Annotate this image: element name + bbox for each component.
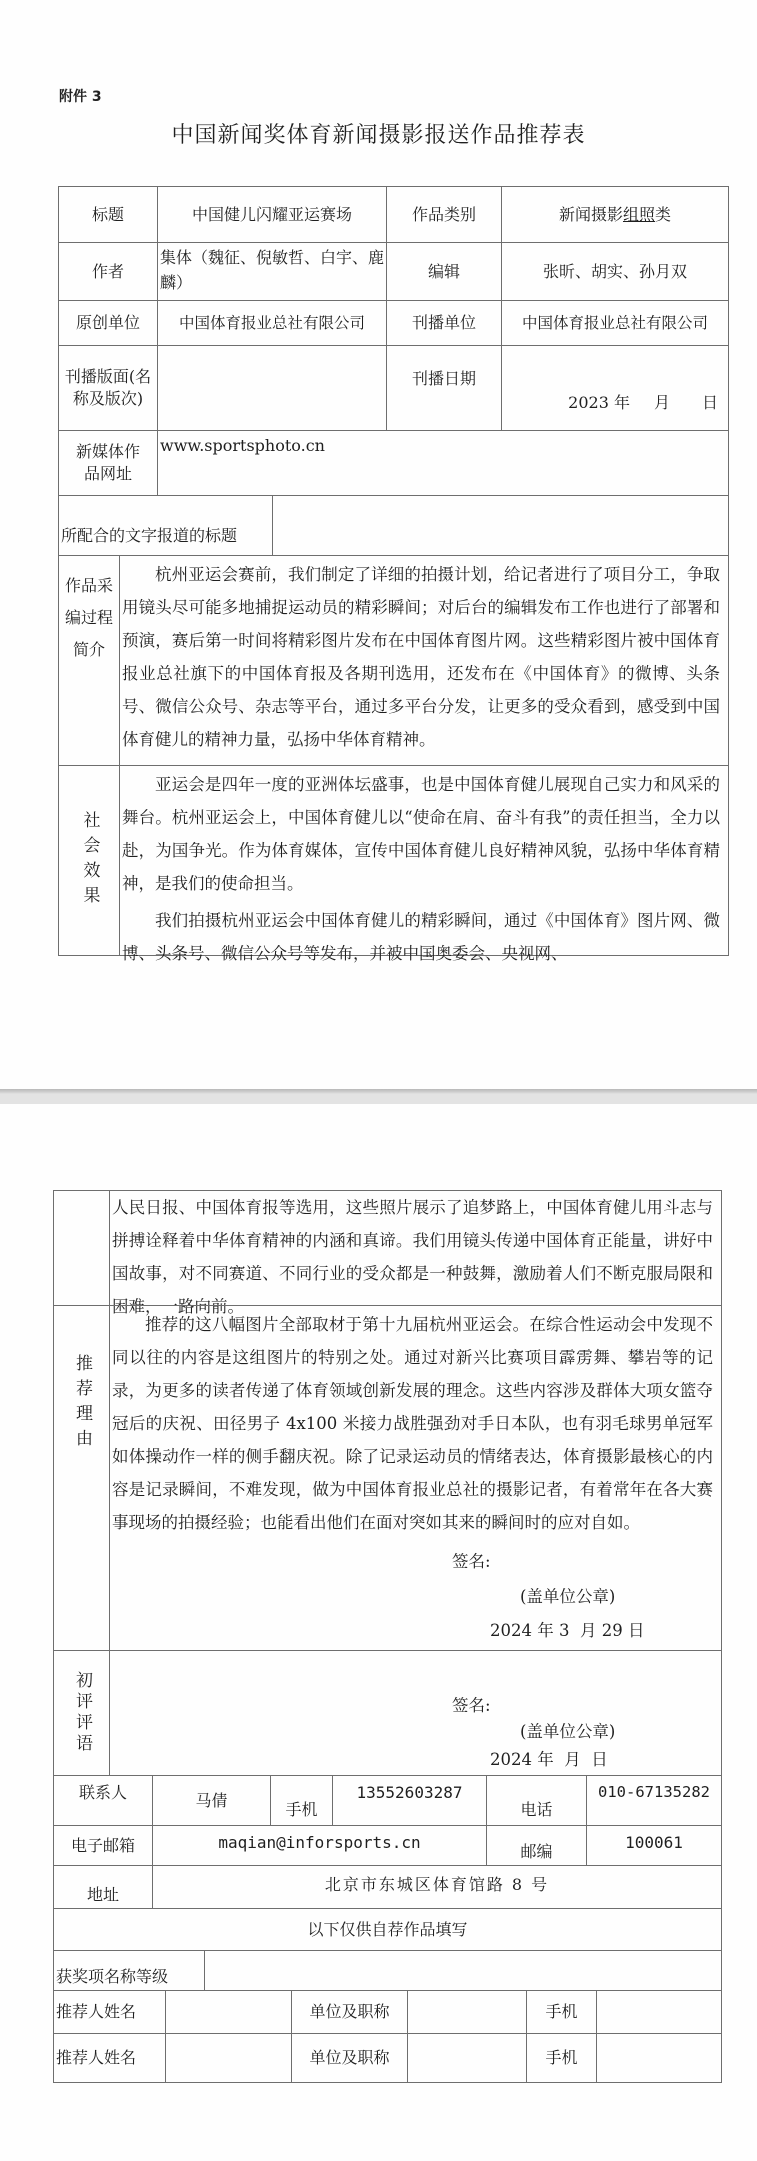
title-label-cell	[58, 186, 158, 243]
title-value: 中国健儿闪耀亚运赛场	[191, 204, 352, 224]
review-text-cell[interactable]	[109, 1650, 722, 1776]
recommender-1-name-label-cell	[53, 1990, 166, 2034]
review-label-cell	[53, 1650, 110, 1776]
category-label: 作品类别	[411, 204, 476, 224]
social-effect-continued-label-cell	[53, 1190, 110, 1306]
social-effect-continued-cell	[109, 1190, 722, 1316]
publish-date-label: 刊播日期	[411, 369, 476, 388]
mobile-value-cell[interactable]	[332, 1775, 487, 1826]
publish-date-year: 2023 年	[568, 393, 630, 413]
recommend-text: 推荐的这八幅图片全部取材于第十九届杭州亚运会。在综合性运动会中发现不同以往的内容是这组图片的特别之处。通过对新兴比赛项目霹雳舞、攀岩等的记录，为更多的读者传递了体育领域创新发展的理念。这些内容涉及群体大项女篮夺冠后的庆祝、田径男子 4x100 米接力战胜强劲对手日本队，也有羽毛球男单冠军如体操动作一样的侧手翻庆祝。除了记录运动员的情绪表达，体育摄影最核心的内容是记录瞬间，不难发现，做为中国体育报业总社的摄影记者，有着常年在各大赛事现场的拍摄经验；也能看出他们在面对突如其来的瞬间时的应对自如。	[112, 1315, 713, 1532]
new-media-label: 新媒体作品网址	[75, 442, 140, 483]
social-effect-label: 社会效果	[79, 810, 100, 911]
publish-unit-value: 中国体育报业总社有限公司	[521, 313, 708, 332]
recommender-name-label: 推荐人姓名	[56, 2002, 137, 2022]
process-text-cell	[119, 555, 729, 766]
contact-value: 马倩	[195, 1790, 228, 1810]
email-value-cell[interactable]	[152, 1825, 487, 1866]
review-date: 2024 年 月 日	[490, 1750, 608, 1769]
recommender-2-name-label-cell	[53, 2033, 166, 2083]
phone-value: 010-67135282	[598, 1783, 710, 1801]
publish-unit-value-cell[interactable]	[501, 300, 729, 346]
process-text: 杭州亚运会赛前，我们制定了详细的拍摄计划，给记者进行了项目分工，争取用镜头尽可能多地捕捉运动员的精彩瞬间；对后台的编辑发布工作也进行了部署和预演，赛后第一时间将精彩图片发布在中国体育图片网。这些精彩图片被中国体育报业总社旗下的中国体育报及各期刊选用，还发布在《中国体育》的微博、头条号、微信公众号、杂志等平台，通过多平台分发，让更多的受众看到，感受到中国体育健儿的精神力量，弘扬中华体育精神。	[122, 565, 720, 749]
author-label-cell	[58, 242, 158, 301]
recommend-label: 推荐理由	[71, 1354, 92, 1454]
editor-label: 编辑	[427, 261, 460, 281]
social-effect-continued-text: 人民日报、中国体育报等选用，这些照片展示了追梦路上，中国体育健儿用斗志与拼搏诠释着中华体育精神的内涵和真谛。我们用镜头传递中国体育正能量，讲好中国故事，对不同赛道、不同行业的受众都是一种鼓舞，激励着人们不断克服局限和困难，一路向前。	[112, 1198, 713, 1316]
recommender-2-mobile-label-cell	[526, 2033, 597, 2083]
editor-label-cell	[386, 242, 502, 301]
email-value[interactable]: maqian@inforsports.cn	[218, 1833, 421, 1852]
publish-page-label-cell	[58, 345, 158, 431]
category-value	[559, 204, 671, 226]
social-effect-paragraph-1: 亚运会是四年一度的亚洲体坛盛事，也是中国体育健儿展现自己实力和风采的舞台。杭州亚运会上，中国体育健儿以“使命在肩、奋斗有我”的责任担当，全力以赴，为国争光。作为体育媒体，宣传中国体育健儿良好精神风貌，弘扬中华体育精神，是我们的使命担当。	[122, 775, 720, 893]
publish-page-label: 刊播版面(名称及版次)	[64, 367, 152, 408]
editor-value: 张昕、胡实、孙月双	[542, 261, 687, 281]
origin-unit-label-cell	[58, 300, 158, 346]
recommend-text-cell	[109, 1305, 722, 1651]
origin-unit-label: 原创单位	[75, 313, 140, 333]
recommender-1-name-value-cell[interactable]	[165, 1990, 292, 2034]
social-effect-text-cell	[119, 765, 729, 963]
address-value-cell[interactable]	[152, 1865, 722, 1909]
mobile-label: 手机	[285, 1800, 318, 1820]
postcode-label: 邮编	[520, 1842, 553, 1862]
author-label: 作者	[91, 261, 124, 281]
self-recommend-note-cell	[53, 1908, 722, 1951]
recommender-2-unit-value-cell[interactable]	[407, 2033, 527, 2083]
recommender-name-label: 推荐人姓名	[56, 2048, 137, 2068]
recommender-1-unit-value-cell[interactable]	[407, 1990, 527, 2034]
social-effect-label-cell	[58, 765, 120, 956]
review-signature-label: 签名:	[452, 1696, 491, 1715]
postcode-value: 100061	[625, 1833, 683, 1852]
recommender-unit-label: 单位及职称	[309, 2002, 390, 2022]
publish-unit-label-cell	[386, 300, 502, 346]
recommender-1-mobile-label-cell	[526, 1990, 597, 2034]
process-label-cell	[58, 555, 120, 766]
publish-date-month: 月	[653, 393, 670, 413]
address-label-cell	[53, 1865, 153, 1909]
contact-label-cell	[53, 1775, 153, 1826]
publish-date-value-cell[interactable]	[501, 345, 729, 431]
address-value: 北京市东城区体育馆路 8 号	[324, 1875, 550, 1894]
self-recommend-note: 以下仅供自荐作品填写	[307, 1919, 468, 1939]
new-media-label-cell	[58, 430, 158, 496]
recommend-seal-note: (盖单位公章)	[520, 1587, 616, 1606]
title-value-cell[interactable]	[157, 186, 387, 243]
address-label: 地址	[86, 1885, 119, 1905]
recommender-1-mobile-value-cell[interactable]	[596, 1990, 722, 2034]
new-media-value-cell[interactable]	[157, 430, 729, 496]
attachment-label: 附件 3	[59, 89, 102, 105]
award-label: 获奖项名称等级	[56, 1967, 169, 1987]
title-label: 标题	[91, 204, 124, 224]
category-value-cell[interactable]	[501, 186, 729, 243]
publish-page-value-cell[interactable]	[157, 345, 387, 431]
review-label: 初评评语	[71, 1671, 92, 1755]
recommend-date: 2024 年 3 月 29 日	[490, 1621, 645, 1640]
contact-value-cell[interactable]	[152, 1775, 271, 1826]
recommender-2-mobile-value-cell[interactable]	[596, 2033, 722, 2083]
social-effect-text	[120, 766, 728, 970]
email-label: 电子邮箱	[70, 1835, 135, 1855]
phone-value-cell[interactable]	[586, 1775, 722, 1826]
recommender-1-unit-label-cell	[291, 1990, 408, 2034]
recommender-2-name-value-cell[interactable]	[165, 2033, 292, 2083]
recommender-unit-label: 单位及职称	[309, 2048, 390, 2068]
contact-label: 联系人	[78, 1783, 127, 1802]
postcode-label-cell	[486, 1825, 587, 1866]
category-suffix: 类	[655, 204, 672, 224]
related-text-value-cell[interactable]	[272, 495, 729, 556]
process-label: 作品采编过程简介	[64, 576, 113, 659]
publish-unit-label: 刊播单位	[411, 313, 476, 333]
award-value-cell[interactable]	[204, 1950, 722, 1991]
category-prefix: 新闻摄影	[558, 204, 623, 224]
author-value: 集体（魏征、倪敏哲、白宇、鹿麟）	[160, 248, 385, 292]
document-title: 中国新闻奖体育新闻摄影报送作品推荐表	[171, 123, 586, 148]
origin-unit-value: 中国体育报业总社有限公司	[178, 313, 365, 332]
phone-label: 电话	[520, 1800, 553, 1820]
review-seal-note: (盖单位公章)	[520, 1722, 616, 1741]
award-label-cell	[53, 1950, 205, 1991]
recommend-signature-label: 签名:	[452, 1552, 491, 1571]
recommend-label-cell	[53, 1305, 110, 1651]
author-value-cell[interactable]	[157, 242, 387, 301]
mobile-label-cell	[270, 1775, 333, 1826]
new-media-url[interactable]: www.sportsphoto.cn	[160, 436, 325, 455]
recommender-mobile-label: 手机	[545, 2002, 578, 2022]
recommender-mobile-label: 手机	[545, 2048, 578, 2068]
related-text-label-cell	[58, 495, 273, 556]
publish-date-label-cell	[386, 345, 502, 431]
origin-unit-value-cell[interactable]	[157, 300, 387, 346]
page-break-divider	[0, 1089, 757, 1104]
email-label-cell	[53, 1825, 153, 1866]
phone-label-cell	[486, 1775, 587, 1826]
social-effect-paragraph-2: 我们拍摄杭州亚运会中国体育健儿的精彩瞬间，通过《中国体育》图片网、微博、头条号、微信公众号等发布，并被中国奥委会、央视网、	[122, 911, 720, 963]
editor-value-cell[interactable]	[501, 242, 729, 301]
related-text-label: 所配合的文字报道的标题	[61, 526, 238, 546]
category-label-cell	[386, 186, 502, 243]
mobile-value: 13552603287	[356, 1783, 463, 1802]
category-underlined: 组照	[622, 204, 655, 224]
postcode-value-cell[interactable]	[586, 1825, 722, 1866]
publish-date-day: 日	[701, 393, 718, 413]
recommender-2-unit-label-cell	[291, 2033, 408, 2083]
